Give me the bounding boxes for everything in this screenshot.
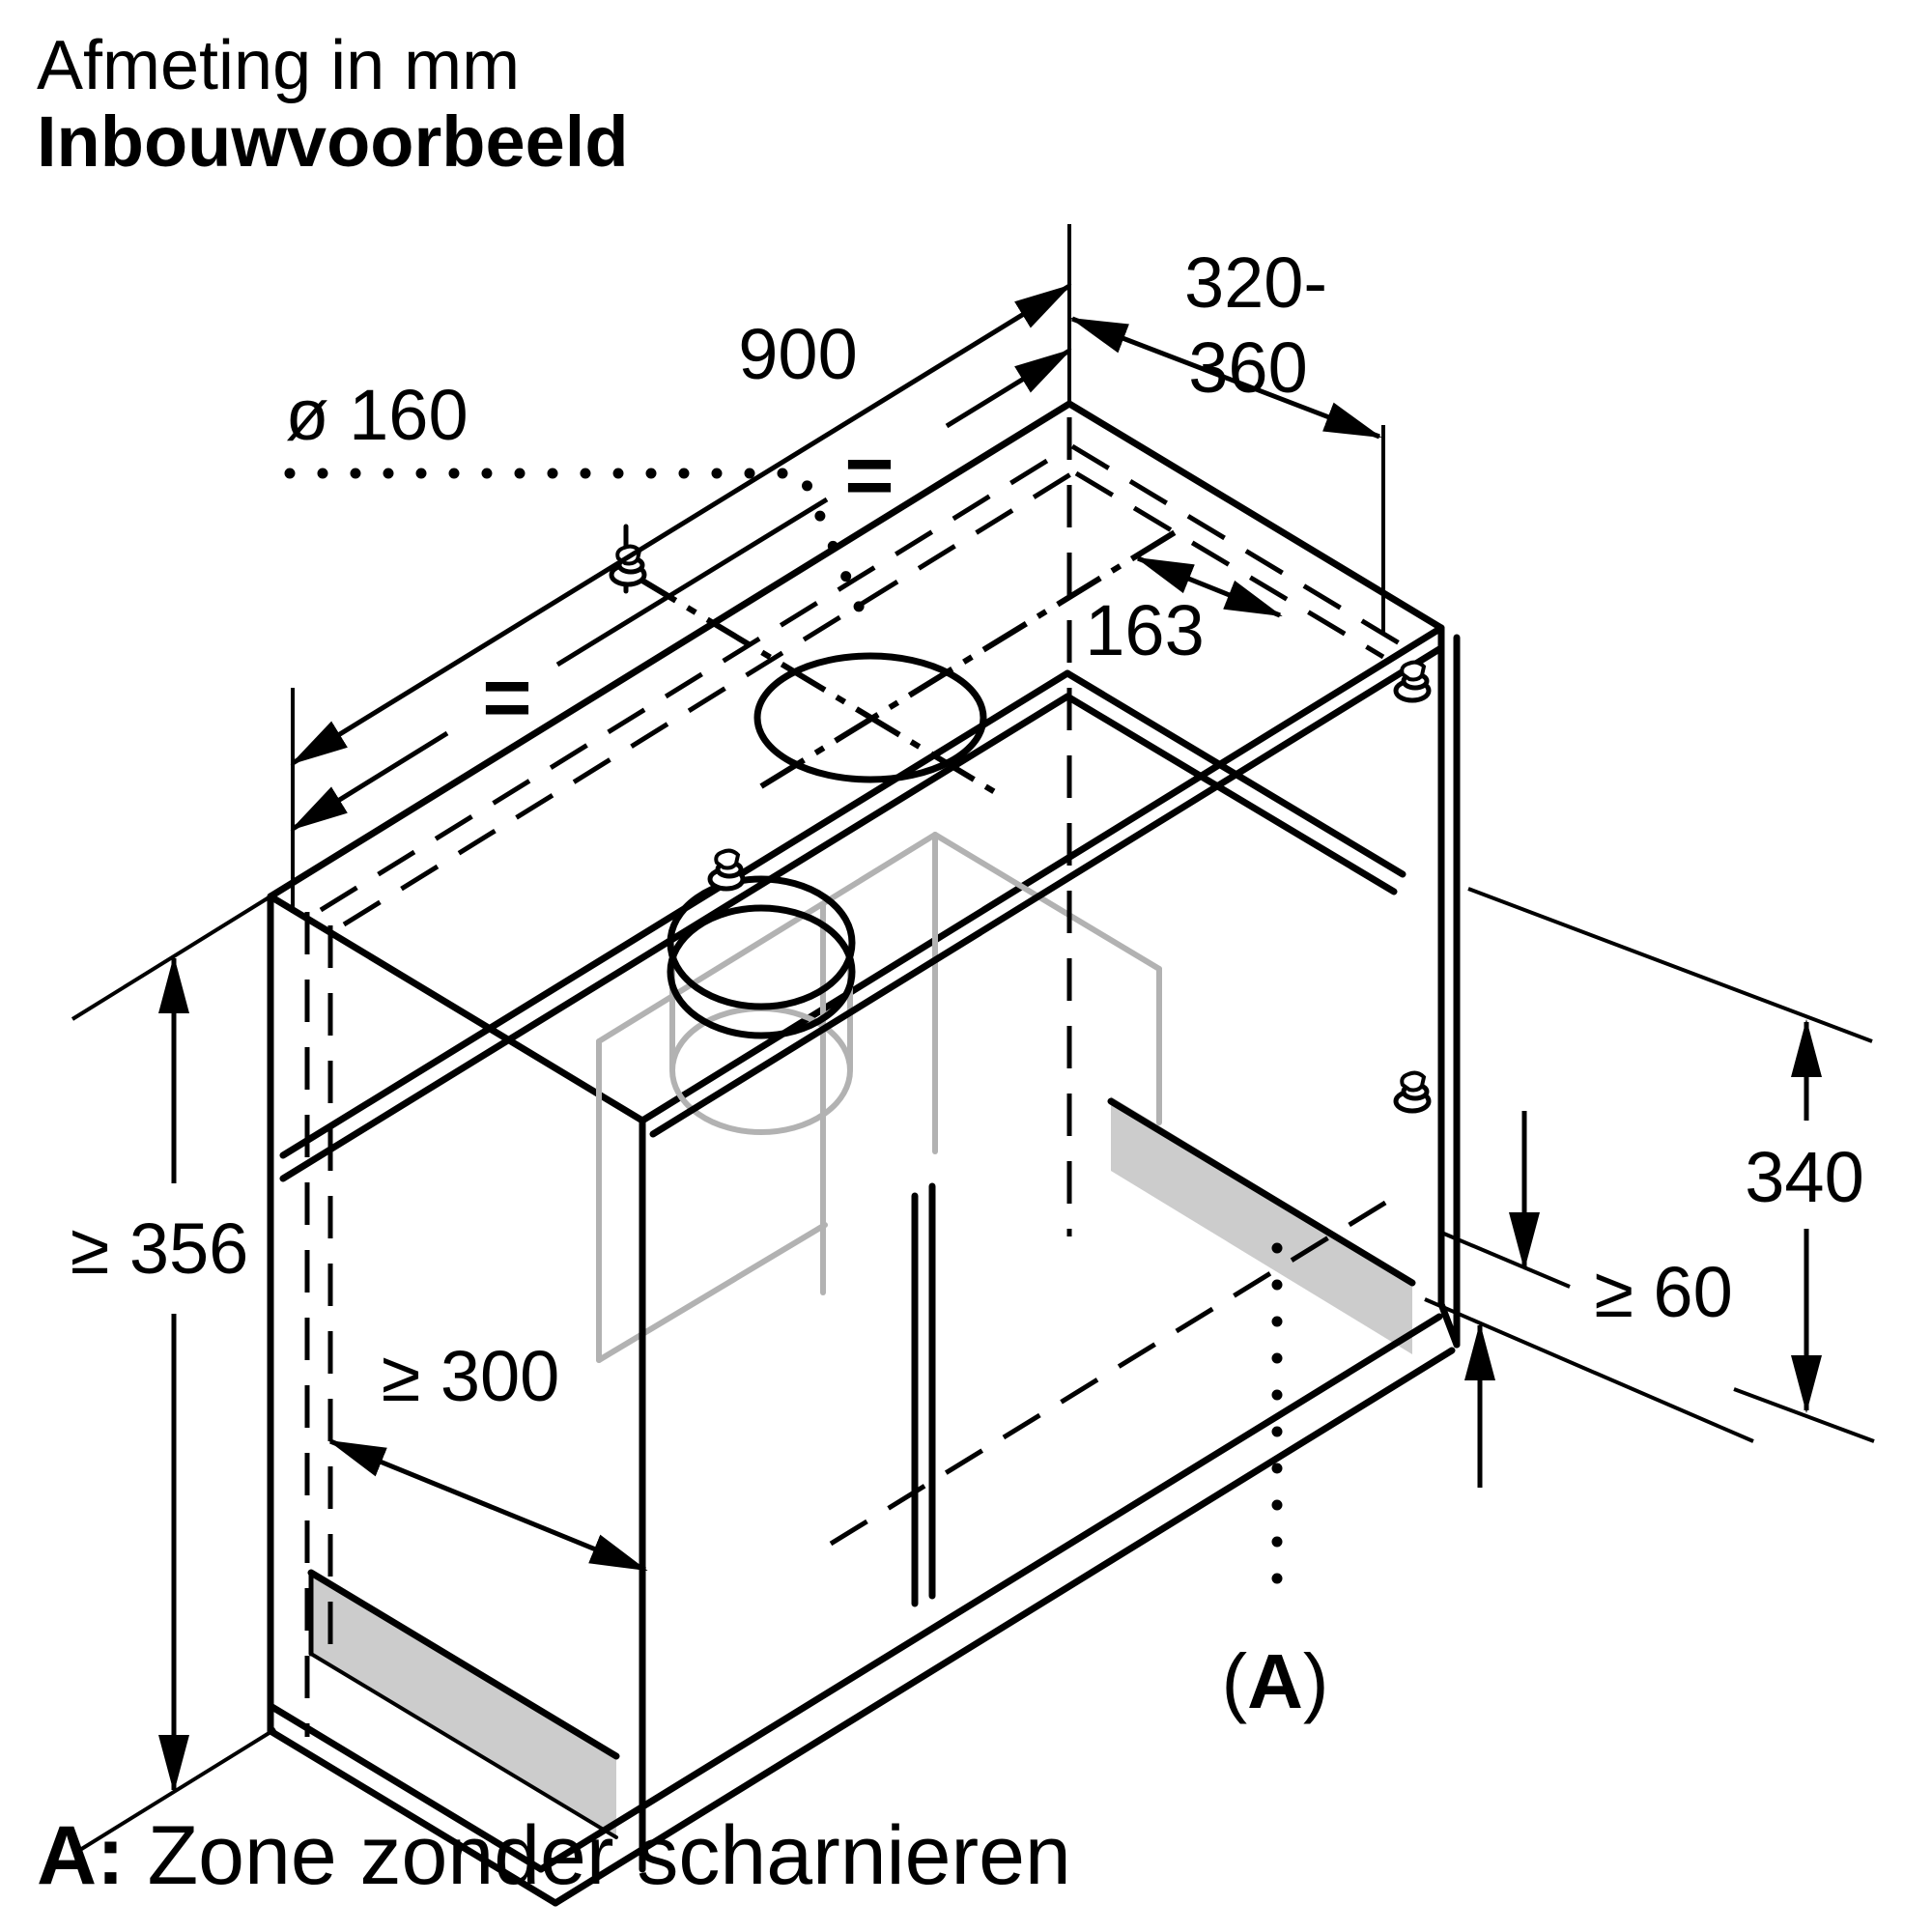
zone-a-paren-close: ) (1302, 1638, 1329, 1724)
title-line1: Afmeting in mm (37, 27, 521, 104)
clip-icon (710, 851, 743, 889)
hole-centerline-depth (633, 575, 1005, 798)
dim-900-line (293, 286, 1069, 763)
clip-icon (1396, 1073, 1429, 1111)
shelf-right-thickness-edge (1067, 696, 1394, 892)
legend-key: A: (37, 1809, 125, 1902)
equal-mark-left: = (482, 649, 532, 745)
legend-text: Zone zonder scharnieren (124, 1809, 1071, 1902)
shelf-thickness-edge (283, 696, 1067, 1179)
zone-strip-right (1111, 1096, 1412, 1354)
hidden-edges (307, 417, 1403, 1737)
zone-strip-left (311, 1573, 616, 1835)
label-depth-360: 360 (1188, 327, 1308, 408)
label-duct-diameter: ø 160 (285, 375, 469, 455)
diameter-leader-dotted (290, 473, 871, 636)
title-line2: Inbouwvoorbeeld (37, 101, 629, 182)
zone-a-paren-open: ( (1221, 1638, 1248, 1724)
bottom-front-edge (541, 1317, 1439, 1869)
label-height-356: ≥ 356 (70, 1208, 249, 1289)
opening-inner-edge (653, 649, 1439, 1134)
mounting-clips (611, 547, 1429, 1111)
label-height-340: 340 (1745, 1137, 1864, 1217)
legend-caption (37, 1809, 1071, 1902)
dimension-lines (174, 286, 1806, 1790)
label-width-900: 900 (738, 314, 858, 394)
equal-mark-right: = (844, 427, 895, 523)
zone-a-letter: A (1247, 1638, 1303, 1724)
dim-300-line (330, 1441, 645, 1570)
label-gap-60: ≥ 60 (1594, 1252, 1733, 1332)
label-clearance-300: ≥ 300 (381, 1336, 560, 1416)
hinge-free-zones (311, 1096, 1412, 1835)
zone-a-marker (1221, 1638, 1328, 1724)
label-offset-163: 163 (1085, 590, 1205, 670)
label-depth-320: 320- (1183, 242, 1328, 323)
clip-icon (1396, 663, 1429, 700)
